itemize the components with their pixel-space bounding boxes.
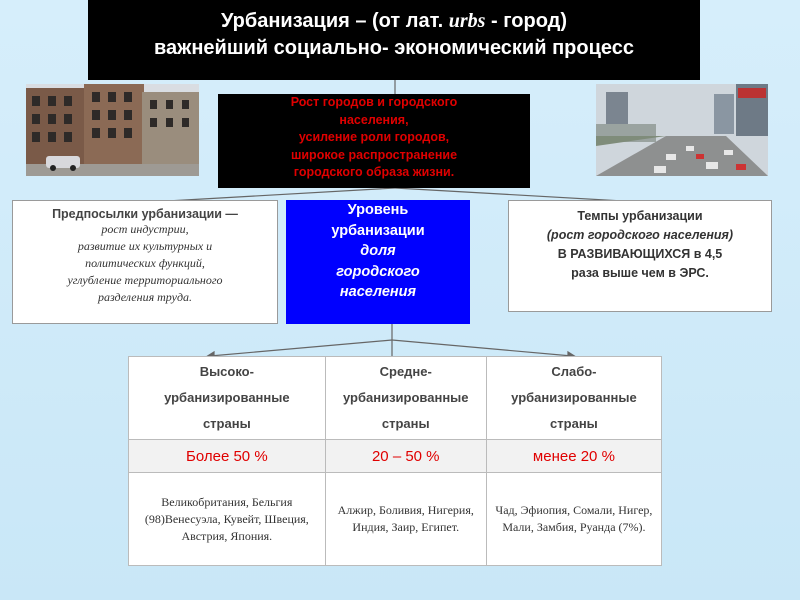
header-text: Средне- — [379, 364, 432, 379]
urban-growth-box — [218, 94, 530, 188]
header-text: Слабо- — [551, 364, 597, 379]
title-line-1: Урбанизация – (от лат. urbs - город) — [220, 10, 568, 32]
rates-line: В РАЗВИВАЮЩИХСЯ в 4,5 — [557, 247, 723, 261]
prerequisites-box — [12, 200, 278, 324]
header-text: страны — [381, 416, 430, 431]
header-text: урбанизированные — [342, 390, 469, 405]
examples-cell: Великобритания, Бельгия (98)Венесуэла, Кувейт, Швеция, Австрия, Япония. — [129, 473, 326, 566]
header-text: урбанизированные — [164, 390, 290, 405]
rates-heading: Темпы урбанизации — [577, 209, 703, 223]
prerequisites-line: углубление территориального — [67, 273, 223, 287]
table-percent-row — [129, 440, 662, 473]
prerequisites-line: политических функций, — [85, 256, 205, 270]
growth-line: Рост городов и городского — [290, 95, 458, 109]
prerequisites-line: разделения труда. — [97, 290, 193, 304]
header-cell-high — [129, 357, 326, 440]
urbanization-level-box — [286, 200, 470, 324]
level-line: урбанизации — [331, 222, 425, 239]
percent-cell: Более 50 % — [129, 440, 326, 473]
header-cell-low — [486, 357, 661, 440]
growth-line: населения, — [339, 112, 409, 127]
level-line: Уровень — [347, 202, 409, 218]
examples-cell: Чад, Эфиопия, Сомали, Нигер, Мали, Замбия, Руанда (7%). — [486, 473, 661, 566]
level-italic-line: населения — [339, 284, 417, 300]
growth-line: широкое распространение — [290, 147, 458, 162]
classification-table — [128, 356, 662, 566]
header-cell-medium — [325, 357, 486, 440]
title-line-2: важнейший социально- экономический процесс — [153, 37, 634, 59]
header-text: страны — [202, 416, 251, 431]
growth-line: городского образа жизни. — [293, 165, 455, 179]
growth-line: усиление роли городов, — [298, 130, 450, 144]
header-text: страны — [550, 416, 598, 431]
level-italic-line: доля — [360, 243, 396, 259]
percent-cell: 20 – 50 % — [325, 440, 486, 473]
prerequisites-line: развитие их культурных и — [77, 239, 213, 253]
prerequisites-line: рост индустрии, — [101, 222, 189, 236]
rates-line: раза выше чем в ЭРС. — [571, 266, 709, 280]
header-text: урбанизированные — [511, 390, 637, 405]
urbanization-rates-box — [508, 200, 772, 312]
table-examples-row — [129, 473, 662, 566]
header-text: Высоко- — [199, 364, 254, 379]
table-header-row — [129, 357, 662, 440]
examples-cell: Алжир, Боливия, Нигерия, Индия, Заир, Египет. — [325, 473, 486, 566]
level-italic-line: городского — [336, 263, 420, 280]
percent-cell: менее 20 % — [486, 440, 661, 473]
prerequisites-heading: Предпосылки урбанизации — — [52, 207, 238, 221]
rates-subheading: (рост городского населения) — [546, 228, 734, 242]
